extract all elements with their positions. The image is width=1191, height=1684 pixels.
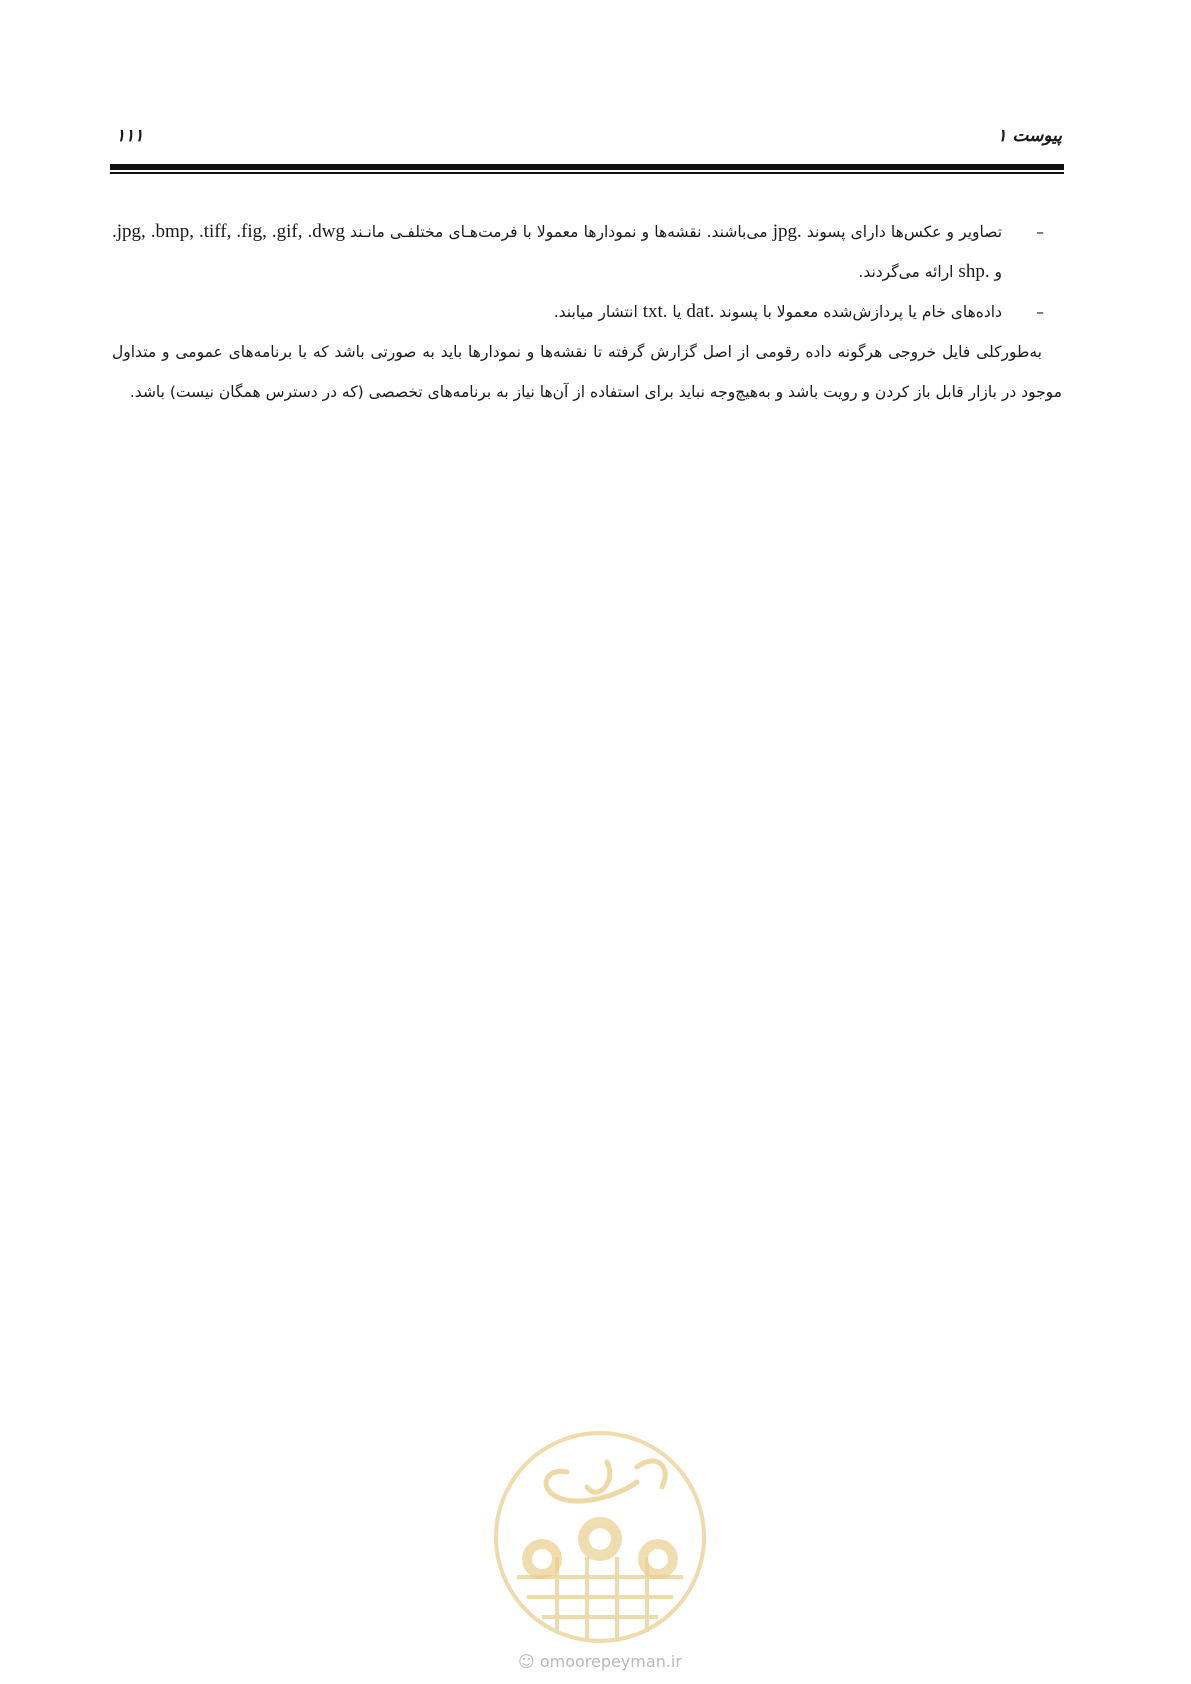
header-rule-thick — [110, 164, 1064, 170]
bullet-text: یا — [667, 303, 687, 321]
bullet-text: ارائه می‌گردند. — [858, 263, 959, 281]
page-header — [112, 126, 1062, 148]
extension-list: .jpg, .bmp, .tiff, .fig, .gif, .dwg — [112, 221, 345, 242]
bullet-dash: – — [1036, 223, 1044, 241]
extension-dat: dat. — [686, 301, 715, 322]
watermark-url-text: omoorepeyman.ir — [539, 1652, 682, 1671]
bullet-item-images — [112, 212, 1062, 292]
paragraph-text: به‌طورکلی فایل خروجی هرگونه داده رقومی از اصل گزارش گرفته تا نقشه‌ها و نمودارها باید به صورتی باشد که با برنامه‌های عمومی و متداول موجود در بازار قابل باز کردن و رویت باشد و به‌هیچ‌وجه نباید برای استفاده از آن‌ها نیاز به برنامه‌های تخصصی (که در دسترس همگان نیست) باشد. — [112, 343, 1062, 401]
bullet-text: داده‌های خام یا پردازش‌شده معمولا با پسوند — [714, 303, 1002, 321]
header-rule-thin — [110, 172, 1064, 174]
extension-txt: txt. — [642, 301, 668, 322]
globe-icon: ☺ — [518, 1652, 535, 1671]
bullet-text: و — [989, 263, 1002, 281]
bullet-text: تصاویر و عکس‌ها دارای پسوند — [801, 223, 1003, 241]
bullet-text: می‌باشند. نقشه‌ها و نمودارها معمولا با فرمت‌هـای مختلفـی مانـند — [344, 223, 773, 241]
bullet-dash: – — [1036, 303, 1044, 321]
bullet-item-data — [112, 292, 1062, 332]
body-paragraph — [112, 332, 1062, 412]
page-body — [112, 212, 1062, 412]
page-number: ۱۱۱ — [116, 126, 144, 146]
publisher-logo-watermark — [487, 1427, 713, 1647]
watermark-url — [490, 1652, 710, 1671]
bullet-text: انتشار میابند. — [553, 303, 643, 321]
header-title: پیوست ۱ — [997, 126, 1062, 146]
extension-shp: shp. — [958, 261, 990, 282]
extension-jpg: jpg. — [772, 221, 802, 242]
